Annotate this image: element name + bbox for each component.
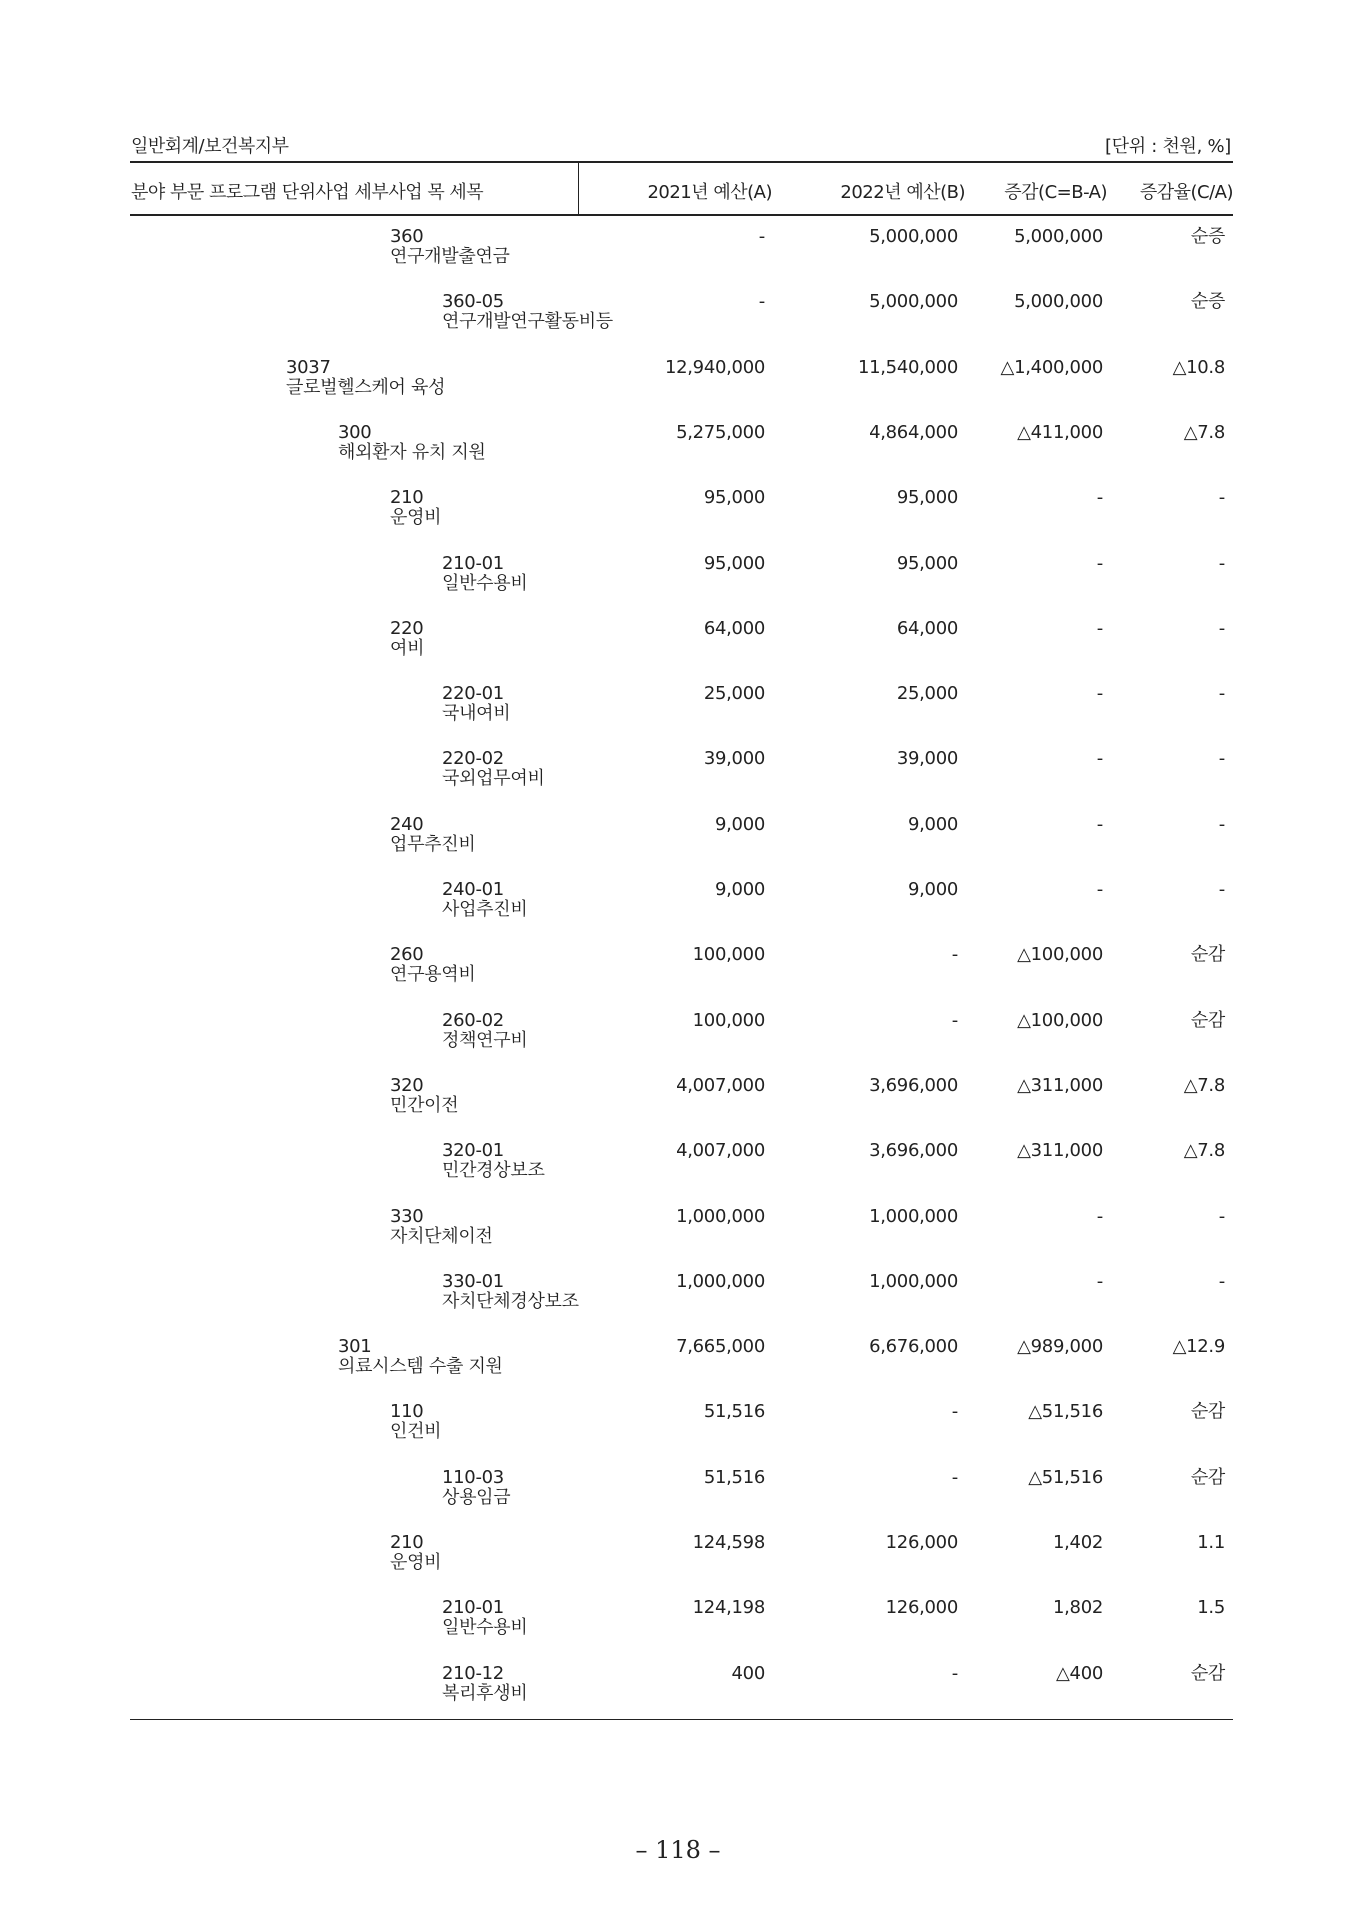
row-code: 220-01 [442,683,504,705]
table-row [0,944,1356,1000]
column-header-2022-budget: 2022년 예산(B) [840,182,965,203]
cell-2021-budget: 124,198 [692,1597,765,1619]
row-name: 글로벌헬스케어 육성 [286,376,446,398]
row-name: 국외업무여비 [442,768,545,790]
table-row [0,748,1356,804]
table-row [0,422,1356,478]
cell-2022-budget: - [951,944,958,966]
row-code: 300 [338,421,372,443]
cell-2021-budget: 95,000 [703,487,765,509]
row-code: 210-01 [442,552,504,574]
cell-change: 5,000,000 [1014,291,1103,313]
table-row [0,487,1356,543]
row-name: 상용임금 [442,1486,511,1508]
row-name: 운영비 [390,1552,442,1573]
cell-change: △400 [1056,1662,1103,1684]
cell-change: △311,000 [1017,1074,1103,1096]
table-row [0,1140,1356,1196]
cell-change: - [1096,748,1103,770]
cell-change-rate: - [1218,617,1225,639]
cell-change: - [1096,617,1103,639]
row-code: 330-01 [442,1270,504,1292]
cell-2021-budget: - [758,226,765,247]
column-header-2021-budget: 2021년 예산(A) [647,182,772,203]
table-row [0,618,1356,674]
row-code: 260 [390,944,424,966]
cell-change: △1,400,000 [1000,356,1103,378]
cell-change: △411,000 [1017,421,1103,443]
row-code: 220-02 [442,748,504,770]
cell-2021-budget: 4,007,000 [676,1074,765,1096]
cell-2022-budget: 3,696,000 [869,1140,958,1162]
cell-change-rate: 순증 [1190,291,1225,313]
cell-2022-budget: - [951,1401,958,1423]
cell-2021-budget: 9,000 [714,813,765,835]
cell-2022-budget: 95,000 [896,552,958,574]
table-row [0,1336,1356,1392]
table-row [0,1271,1356,1327]
cell-2021-budget: 9,000 [714,879,765,900]
cell-2021-budget: 4,007,000 [676,1140,765,1162]
table-row [0,1597,1356,1653]
cell-2021-budget: 12,940,000 [664,356,765,378]
cell-2022-budget: - [951,1466,958,1488]
cell-change-rate: △10.8 [1172,356,1225,378]
cell-change-rate: 순감 [1190,1401,1225,1423]
table-row [0,1663,1356,1719]
cell-2022-budget: 4,864,000 [869,421,958,443]
budget-category-label: 일반회계/보건복지부 [131,136,289,157]
cell-2022-budget: 5,000,000 [869,226,958,247]
row-code: 320 [390,1074,424,1096]
row-code: 240 [390,813,424,835]
row-code: 320-01 [442,1140,504,1162]
cell-change-rate: 순감 [1190,1009,1225,1031]
cell-2021-budget: 39,000 [703,748,765,770]
table-row [0,1075,1356,1131]
table-row [0,1010,1356,1066]
row-name: 사업추진비 [442,899,528,920]
cell-change-rate: △12.9 [1172,1336,1225,1358]
cell-2022-budget: 126,000 [885,1597,958,1619]
cell-change: - [1096,552,1103,574]
table-row [0,814,1356,870]
cell-change-rate: - [1218,1270,1225,1292]
cell-change: △311,000 [1017,1140,1103,1162]
row-name: 일반수용비 [442,1617,528,1639]
row-name: 업무추진비 [390,833,476,855]
column-header-hierarchy: 분야 부문 프로그램 단위사업 세부사업 목 세목 [131,182,484,203]
cell-2021-budget: 7,665,000 [676,1336,765,1358]
cell-2022-budget: 9,000 [907,879,958,900]
cell-2022-budget: - [951,1662,958,1684]
row-name: 자치단체경상보조 [442,1290,579,1312]
row-code: 260-02 [442,1009,504,1031]
row-name: 자치단체이전 [390,1225,493,1247]
row-code: 210-01 [442,1597,504,1619]
cell-2021-budget: 25,000 [703,683,765,705]
cell-change: - [1096,1270,1103,1292]
cell-2021-budget: 64,000 [703,617,765,639]
table-row [0,226,1356,282]
cell-2022-budget: 25,000 [896,683,958,705]
row-name: 인건비 [390,1421,442,1443]
table-bottom-rule [130,1719,1233,1720]
row-name: 국내여비 [442,703,511,725]
cell-2021-budget: 1,000,000 [676,1205,765,1227]
row-name: 복리후생비 [442,1682,528,1704]
table-row [0,683,1356,739]
cell-change: △51,516 [1028,1401,1103,1423]
row-code: 240-01 [442,879,504,900]
table-row [0,291,1356,347]
cell-2022-budget: 1,000,000 [869,1270,958,1292]
cell-change-rate: 순감 [1190,1662,1225,1684]
row-code: 210-12 [442,1662,504,1684]
cell-change: △100,000 [1017,944,1103,966]
cell-2022-budget: 1,000,000 [869,1205,958,1227]
row-name: 운영비 [390,507,442,529]
cell-2021-budget: 51,516 [703,1466,765,1488]
row-name: 일반수용비 [442,572,528,594]
row-name: 민간이전 [390,1094,459,1116]
cell-2021-budget: 400 [731,1662,765,1684]
table-row [0,357,1356,413]
cell-change-rate: - [1218,879,1225,900]
row-name: 연구용역비 [390,964,476,986]
cell-change: △100,000 [1017,1009,1103,1031]
cell-change: - [1096,487,1103,509]
cell-change: - [1096,1205,1103,1227]
row-code: 360 [390,226,424,247]
table-row [0,1532,1356,1588]
cell-2022-budget: - [951,1009,958,1031]
cell-change-rate: △7.8 [1183,421,1225,443]
row-name: 해외환자 유치 지원 [338,441,486,463]
table-row [0,553,1356,609]
row-name: 민간경상보조 [442,1160,545,1182]
cell-change: 1,402 [1052,1532,1103,1553]
row-name: 여비 [390,637,425,659]
row-code: 360-05 [442,291,504,313]
row-code: 330 [390,1205,424,1227]
table-row [0,1206,1356,1262]
cell-2021-budget: 51,516 [703,1401,765,1423]
cell-2022-budget: 3,696,000 [869,1074,958,1096]
row-code: 110 [390,1401,424,1423]
row-code: 210 [390,487,424,509]
cell-2021-budget: 100,000 [692,1009,765,1031]
table-row [0,1401,1356,1457]
cell-2022-budget: 5,000,000 [869,291,958,313]
cell-change: - [1096,813,1103,835]
cell-change-rate: 1.1 [1197,1532,1225,1553]
row-name: 연구개발연구활동비등 [442,311,613,333]
column-header-change-rate: 증감율(C/A) [1139,182,1233,203]
cell-2021-budget: 100,000 [692,944,765,966]
cell-2021-budget: 95,000 [703,552,765,574]
cell-change-rate: 순증 [1190,226,1225,247]
cell-change: 1,802 [1052,1597,1103,1619]
column-header-change: 증감(C=B-A) [1004,182,1107,203]
unit-label: [단위 : 천원, %] [1104,136,1231,157]
cell-2021-budget: 124,598 [692,1532,765,1553]
cell-2021-budget: 1,000,000 [676,1270,765,1292]
cell-2022-budget: 64,000 [896,617,958,639]
row-code: 220 [390,617,424,639]
cell-change: △51,516 [1028,1466,1103,1488]
cell-2022-budget: 95,000 [896,487,958,509]
cell-change-rate: - [1218,813,1225,835]
cell-2022-budget: 11,540,000 [857,356,958,378]
cell-change-rate: - [1218,748,1225,770]
table-row [0,1467,1356,1523]
row-code: 210 [390,1532,424,1553]
cell-change-rate: - [1218,1205,1225,1227]
cell-change-rate: 1.5 [1197,1597,1225,1619]
table-row [0,879,1356,935]
cell-change-rate: △7.8 [1183,1074,1225,1096]
cell-2022-budget: 126,000 [885,1532,958,1553]
row-code: 3037 [286,356,331,378]
row-name: 의료시스템 수출 지원 [338,1356,503,1378]
page-number: – 118 – [635,1836,721,1864]
row-name: 정책연구비 [442,1029,528,1051]
cell-change-rate: 순감 [1190,1466,1225,1488]
cell-change: - [1096,683,1103,705]
row-code: 110-03 [442,1466,504,1488]
cell-change-rate: 순감 [1190,944,1225,966]
cell-2022-budget: 6,676,000 [869,1336,958,1358]
cell-2022-budget: 9,000 [907,813,958,835]
cell-2021-budget: 5,275,000 [676,421,765,443]
cell-change-rate: - [1218,683,1225,705]
cell-2022-budget: 39,000 [896,748,958,770]
cell-change: △989,000 [1017,1336,1103,1358]
cell-change: - [1096,879,1103,900]
row-name: 연구개발출연금 [390,246,510,267]
row-code: 301 [338,1336,372,1358]
cell-change-rate: - [1218,487,1225,509]
cell-change-rate: - [1218,552,1225,574]
cell-change: 5,000,000 [1014,226,1103,247]
cell-change-rate: △7.8 [1183,1140,1225,1162]
cell-2021-budget: - [758,291,765,313]
